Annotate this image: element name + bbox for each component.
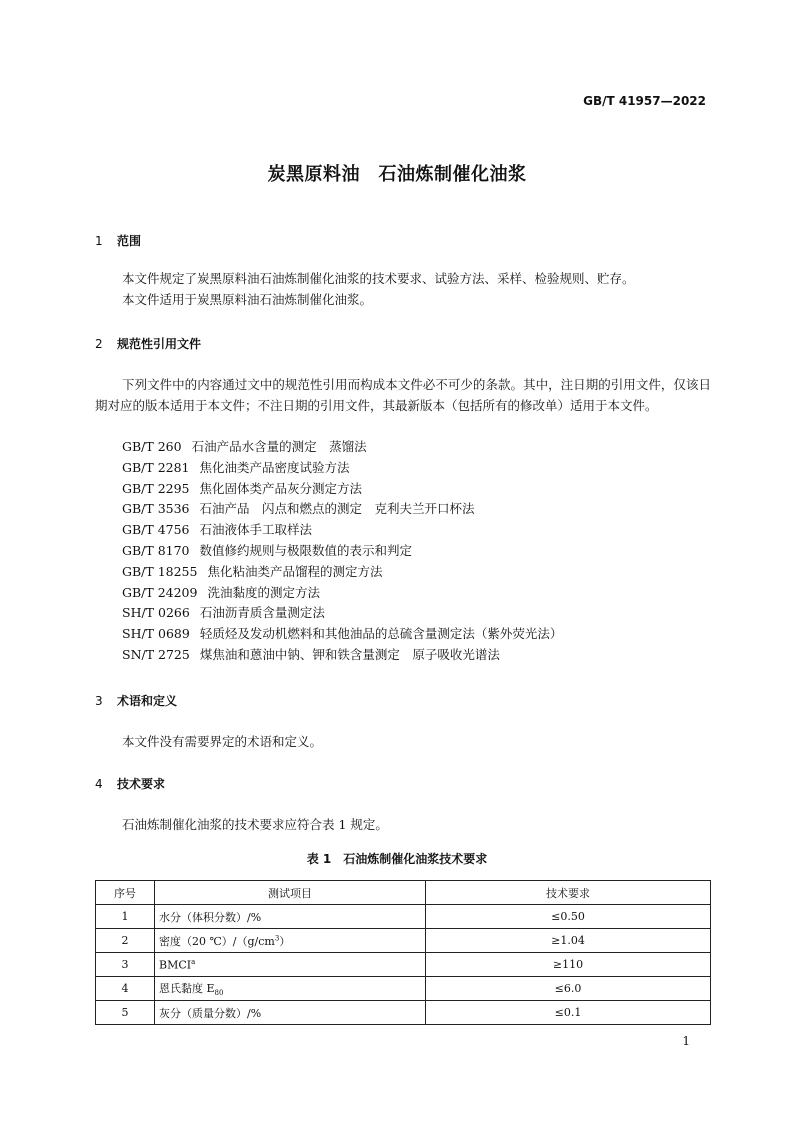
test-item: 水分（体积分数）/% bbox=[155, 905, 426, 929]
reference-item bbox=[122, 624, 562, 645]
paragraph: 下列文件中的内容通过文中的规范性引用而构成本文件必不可少的条款。其中，注日期的引用文件，仅该日期对应的版本适用于本文件；不注日期的引用文件，其最新版本（包括所有的修改单）适用于本文件。 bbox=[95, 377, 711, 413]
section-3-body bbox=[95, 731, 711, 752]
requirement-value: ≥1.04 bbox=[426, 929, 711, 953]
requirement-value: ≥110 bbox=[426, 953, 711, 977]
reference-item bbox=[122, 499, 562, 520]
section-title: 技术要求 bbox=[117, 777, 166, 791]
reference-item bbox=[122, 437, 562, 458]
test-item-text: 恩氏黏度 E bbox=[159, 981, 215, 995]
row-number: 3 bbox=[96, 953, 155, 977]
row-number: 4 bbox=[96, 977, 155, 1001]
reference-title: 洗油黏度的测定方法 bbox=[207, 584, 320, 600]
table-row bbox=[96, 905, 711, 929]
test-item-text: BMCI bbox=[159, 958, 192, 972]
spec-table bbox=[95, 880, 711, 1025]
reference-title: 煤焦油和蒽油中钠、钾和铁含量测定 原子吸收光谱法 bbox=[199, 646, 500, 662]
row-number: 1 bbox=[96, 905, 155, 929]
reference-code: GB/T 24209 bbox=[122, 584, 198, 600]
reference-list bbox=[122, 437, 562, 666]
reference-title: 焦化固体类产品灰分测定方法 bbox=[199, 480, 363, 496]
reference-code: GB/T 18255 bbox=[122, 563, 198, 579]
test-item bbox=[155, 977, 426, 1001]
section-1-body bbox=[95, 268, 711, 310]
footnote-mark: a bbox=[191, 957, 196, 966]
reference-item bbox=[122, 479, 562, 500]
document-title: 炭黑原料油 石油炼制催化油浆 bbox=[267, 164, 527, 185]
reference-title: 石油液体手工取样法 bbox=[199, 522, 313, 538]
paragraph: 本文件适用于炭黑原料油石油炼制催化油浆。 bbox=[122, 292, 373, 307]
reference-code: GB/T 2295 bbox=[122, 480, 190, 496]
test-item-tail: ） bbox=[279, 934, 291, 948]
reference-code: SH/T 0266 bbox=[122, 605, 190, 621]
reference-code: GB/T 260 bbox=[122, 439, 182, 454]
section-1-heading bbox=[95, 232, 141, 249]
reference-code: SH/T 0689 bbox=[122, 626, 190, 642]
reference-item bbox=[122, 458, 562, 479]
row-number: 5 bbox=[96, 1001, 155, 1025]
table-row bbox=[96, 1001, 711, 1025]
subscript: 80 bbox=[214, 989, 224, 998]
reference-title: 石油产品水含量的测定 蒸馏法 bbox=[191, 439, 367, 454]
table-row bbox=[96, 977, 711, 1001]
paragraph: 本文件没有需要界定的术语和定义。 bbox=[122, 734, 323, 749]
reference-code: GB/T 4756 bbox=[122, 522, 190, 538]
reference-code: GB/T 3536 bbox=[122, 501, 190, 517]
requirement-value: ≤6.0 bbox=[426, 977, 711, 1001]
test-item-text: 密度（20 ℃）/（g/cm bbox=[159, 934, 275, 948]
reference-code: GB/T 2281 bbox=[122, 459, 190, 475]
test-item: 灰分（质量分数）/% bbox=[155, 1001, 426, 1025]
section-2-body bbox=[95, 374, 711, 416]
standard-number: GB/T 41957—2022 bbox=[583, 94, 706, 108]
section-title: 术语和定义 bbox=[117, 694, 178, 708]
row-number: 2 bbox=[96, 929, 155, 953]
header-cell: 技术要求 bbox=[426, 881, 711, 905]
header-cell: 序号 bbox=[96, 881, 155, 905]
paragraph: 本文件规定了炭黑原料油石油炼制催化油浆的技术要求、试验方法、采样、检验规则、贮存。 bbox=[122, 271, 635, 286]
reference-code: GB/T 8170 bbox=[122, 542, 190, 558]
test-item bbox=[155, 953, 426, 977]
section-title: 范围 bbox=[117, 234, 142, 248]
section-2-heading bbox=[95, 335, 201, 352]
requirement-value: ≤0.50 bbox=[426, 905, 711, 929]
reference-item bbox=[122, 562, 562, 583]
reference-code: SN/T 2725 bbox=[122, 646, 190, 662]
table-row bbox=[96, 929, 711, 953]
superscript: 3 bbox=[274, 933, 280, 942]
paragraph: 石油炼制催化油浆的技术要求应符合表 1 规定。 bbox=[122, 817, 388, 832]
reference-title: 数值修约规则与极限数值的表示和判定 bbox=[199, 542, 413, 558]
section-number: 1 bbox=[95, 234, 103, 248]
reference-title: 石油产品 闪点和燃点的测定 克利夫兰开口杯法 bbox=[199, 501, 475, 517]
reference-title: 焦化油类产品密度试验方法 bbox=[199, 459, 350, 475]
reference-item bbox=[122, 645, 562, 666]
section-number: 2 bbox=[95, 337, 103, 351]
requirement-value: ≤0.1 bbox=[426, 1001, 711, 1025]
reference-item bbox=[122, 603, 562, 624]
reference-title: 焦化粘油类产品馏程的测定方法 bbox=[207, 563, 383, 579]
table-row bbox=[96, 953, 711, 977]
test-item bbox=[155, 929, 426, 953]
table-header-row bbox=[96, 881, 711, 905]
table-caption: 表 1 石油炼制催化油浆技术要求 bbox=[306, 852, 488, 866]
section-number: 3 bbox=[95, 694, 103, 708]
section-4-heading bbox=[95, 775, 165, 792]
reference-item bbox=[122, 541, 562, 562]
header-cell: 测试项目 bbox=[155, 881, 426, 905]
reference-item bbox=[122, 583, 562, 604]
section-3-heading bbox=[95, 692, 177, 709]
section-4-body bbox=[95, 814, 711, 835]
section-number: 4 bbox=[95, 777, 103, 791]
reference-item bbox=[122, 520, 562, 541]
reference-title: 石油沥青质含量测定法 bbox=[199, 605, 325, 621]
reference-title: 轻质烃及发动机燃料和其他油品的总硫含量测定法（紫外荧光法） bbox=[199, 626, 563, 642]
section-title: 规范性引用文件 bbox=[117, 337, 202, 351]
page-number: 1 bbox=[682, 1034, 690, 1048]
